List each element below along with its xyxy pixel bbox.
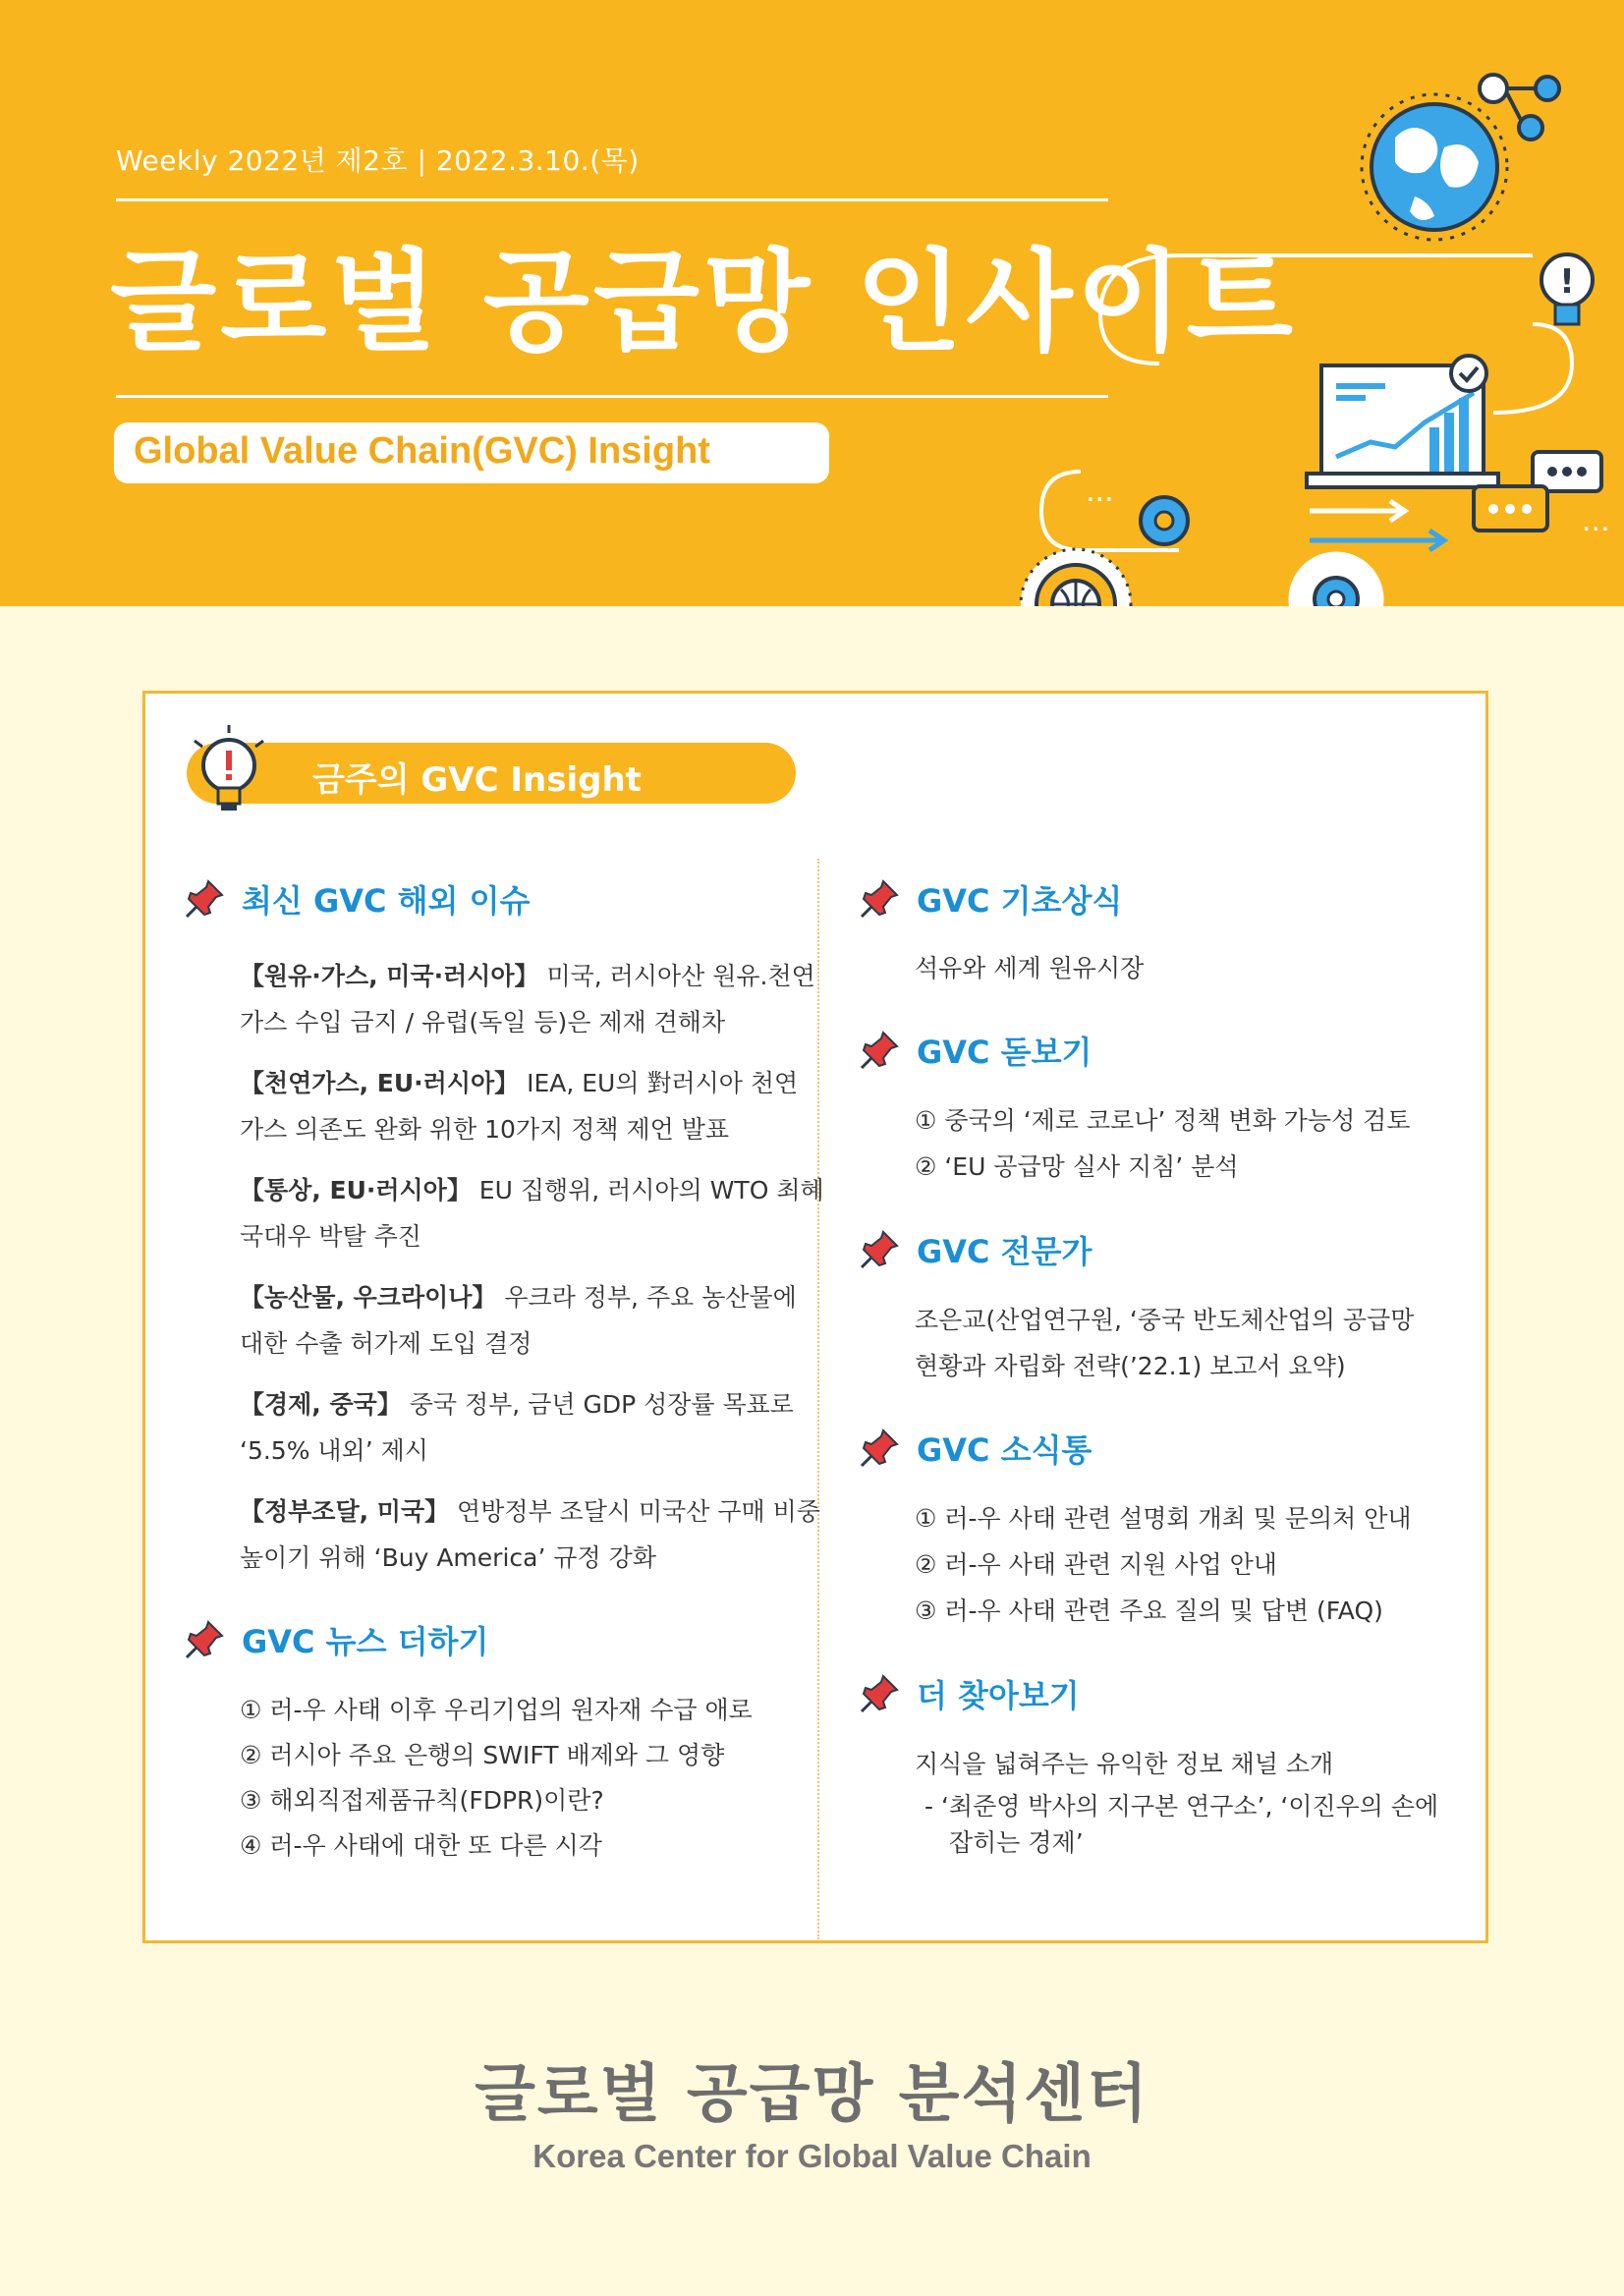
issue-tag: 【정부조달, 미국】 xyxy=(240,1497,450,1526)
pushpin-icon xyxy=(858,1427,901,1470)
section-more-heading xyxy=(858,1671,1080,1716)
lightbulb-icon xyxy=(185,721,273,819)
section-lens-heading xyxy=(858,1028,1092,1073)
list-item[interactable]: ① 러-우 사태 관련 설명회 개최 및 문의처 안내 xyxy=(915,1504,1412,1533)
issue-text: IEA, EU의 對러시아 천연 가스 의존도 완화 위한 10가지 정책 제언 발표 xyxy=(240,1069,799,1144)
issue-text: EU 집행위, 러시아의 WTO 최혜국대우 박탈 추진 xyxy=(240,1176,824,1251)
gvc-illustration xyxy=(982,39,1624,606)
section-title: GVC 소식통 xyxy=(917,1431,1092,1469)
section-title: 최신 GVC 해외 이슈 xyxy=(242,882,531,920)
issue-tag: 【농산물, 우크라이나】 xyxy=(240,1283,497,1312)
list-item[interactable]: ② 러시아 주요 은행의 SWIFT 배제와 그 영향 xyxy=(240,1741,725,1769)
badge-label: 금주의 GVC Insight xyxy=(312,760,642,800)
page-subtitle: Global Value Chain(GVC) Insight xyxy=(134,430,710,472)
overseas-issue-item[interactable] xyxy=(240,1274,824,1367)
section-badge xyxy=(187,743,796,804)
pushpin-icon xyxy=(183,1618,226,1661)
pushpin-icon xyxy=(858,1672,901,1715)
divider xyxy=(116,395,1108,398)
svg-text:...: ... xyxy=(1086,475,1114,509)
list-item[interactable]: 조은교(산업연구원, ‘중국 반도체산업의 공급망 xyxy=(915,1306,1415,1334)
section-title: GVC 기초상식 xyxy=(917,882,1123,920)
list-item[interactable]: ② 러-우 사태 관련 지원 사업 안내 xyxy=(915,1550,1277,1579)
issue-tag: 【경제, 중국】 xyxy=(240,1390,402,1419)
overseas-issue-item[interactable] xyxy=(240,1060,824,1152)
section-overseas-heading xyxy=(183,876,530,922)
issue-tag: 【원유·가스, 미국·러시아】 xyxy=(240,962,539,990)
overseas-issue-item[interactable] xyxy=(240,1167,824,1260)
list-item[interactable]: 잡히는 경제’ xyxy=(949,1828,1084,1857)
section-title: GVC 뉴스 더하기 xyxy=(242,1623,489,1660)
list-item[interactable]: ① 중국의 ‘제로 코로나’ 정책 변화 가능성 검토 xyxy=(915,1106,1411,1135)
issue-text: 연방정부 조달시 미국산 구매 비중 높이기 위해 ‘Buy America’ 규정 강화 xyxy=(240,1497,820,1572)
svg-text:...: ... xyxy=(1582,504,1610,538)
list-item[interactable]: 석유와 세계 원유시장 xyxy=(915,954,1145,982)
overseas-issue-item[interactable] xyxy=(240,953,824,1045)
issue-text: 중국 정부, 금년 GDP 성장률 목표로 ‘5.5% 내외’ 제시 xyxy=(240,1390,794,1465)
section-title: GVC 돋보기 xyxy=(917,1034,1092,1071)
list-item[interactable]: ③ 해외직접제품규칙(FDPR)이란? xyxy=(240,1786,604,1815)
list-item[interactable]: 현황과 자립화 전략(’22.1) 보고서 요약) xyxy=(915,1352,1346,1380)
section-newsletter-heading xyxy=(858,1426,1092,1471)
svg-text:!: ! xyxy=(1559,262,1575,302)
list-item: 지식을 넓혀주는 유익한 정보 채널 소개 xyxy=(915,1750,1334,1778)
list-item[interactable]: ① 러-우 사태 이후 우리기업의 원자재 수급 애로 xyxy=(240,1696,753,1724)
org-name-english: Korea Center for Global Value Chain xyxy=(532,2138,1092,2174)
page-title: 글로벌 공급망 인사이트 xyxy=(110,239,1297,366)
list-item[interactable]: ③ 러-우 사태 관련 주요 질의 및 답변 (FAQ) xyxy=(915,1596,1383,1625)
org-name: 글로벌 공급망 분석센터 xyxy=(475,2058,1149,2131)
overseas-issue-item[interactable] xyxy=(240,1488,824,1581)
section-title: 더 찾아보기 xyxy=(917,1677,1080,1714)
issue-info: Weekly 2022년 제2호 | 2022.3.10.(목) xyxy=(116,144,640,177)
pushpin-icon xyxy=(858,877,901,921)
pushpin-icon xyxy=(183,877,226,921)
list-item[interactable]: ④ 러-우 사태에 대한 또 다른 시각 xyxy=(240,1831,602,1860)
section-basics-heading xyxy=(858,876,1122,922)
list-item[interactable]: ② ‘EU 공급망 실사 지침’ 분석 xyxy=(915,1152,1239,1181)
pushpin-icon xyxy=(858,1228,901,1271)
overseas-issue-list xyxy=(240,953,829,1596)
issue-tag: 【천연가스, EU·러시아】 xyxy=(240,1069,520,1097)
overseas-issue-item[interactable] xyxy=(240,1381,824,1474)
section-expert-heading xyxy=(858,1227,1092,1272)
issue-text: 우크라 정부, 주요 농산물에 대한 수출 허가제 도입 결정 xyxy=(240,1283,797,1358)
subtitle-pill xyxy=(114,422,829,483)
section-title: GVC 전문가 xyxy=(917,1233,1092,1270)
issue-text: 미국, 러시아산 원유.천연 가스 수입 금지 / 유럽(독일 등)은 제재 견해차 xyxy=(240,962,815,1036)
pushpin-icon xyxy=(858,1029,901,1072)
divider xyxy=(116,198,1108,201)
issue-tag: 【통상, EU·러시아】 xyxy=(240,1176,472,1204)
header-banner xyxy=(0,0,1624,606)
insight-box xyxy=(142,691,1488,1943)
section-news-heading xyxy=(183,1617,488,1662)
list-item[interactable]: - ‘최준영 박사의 지구본 연구소’, ‘이진우의 손에 xyxy=(924,1792,1439,1820)
